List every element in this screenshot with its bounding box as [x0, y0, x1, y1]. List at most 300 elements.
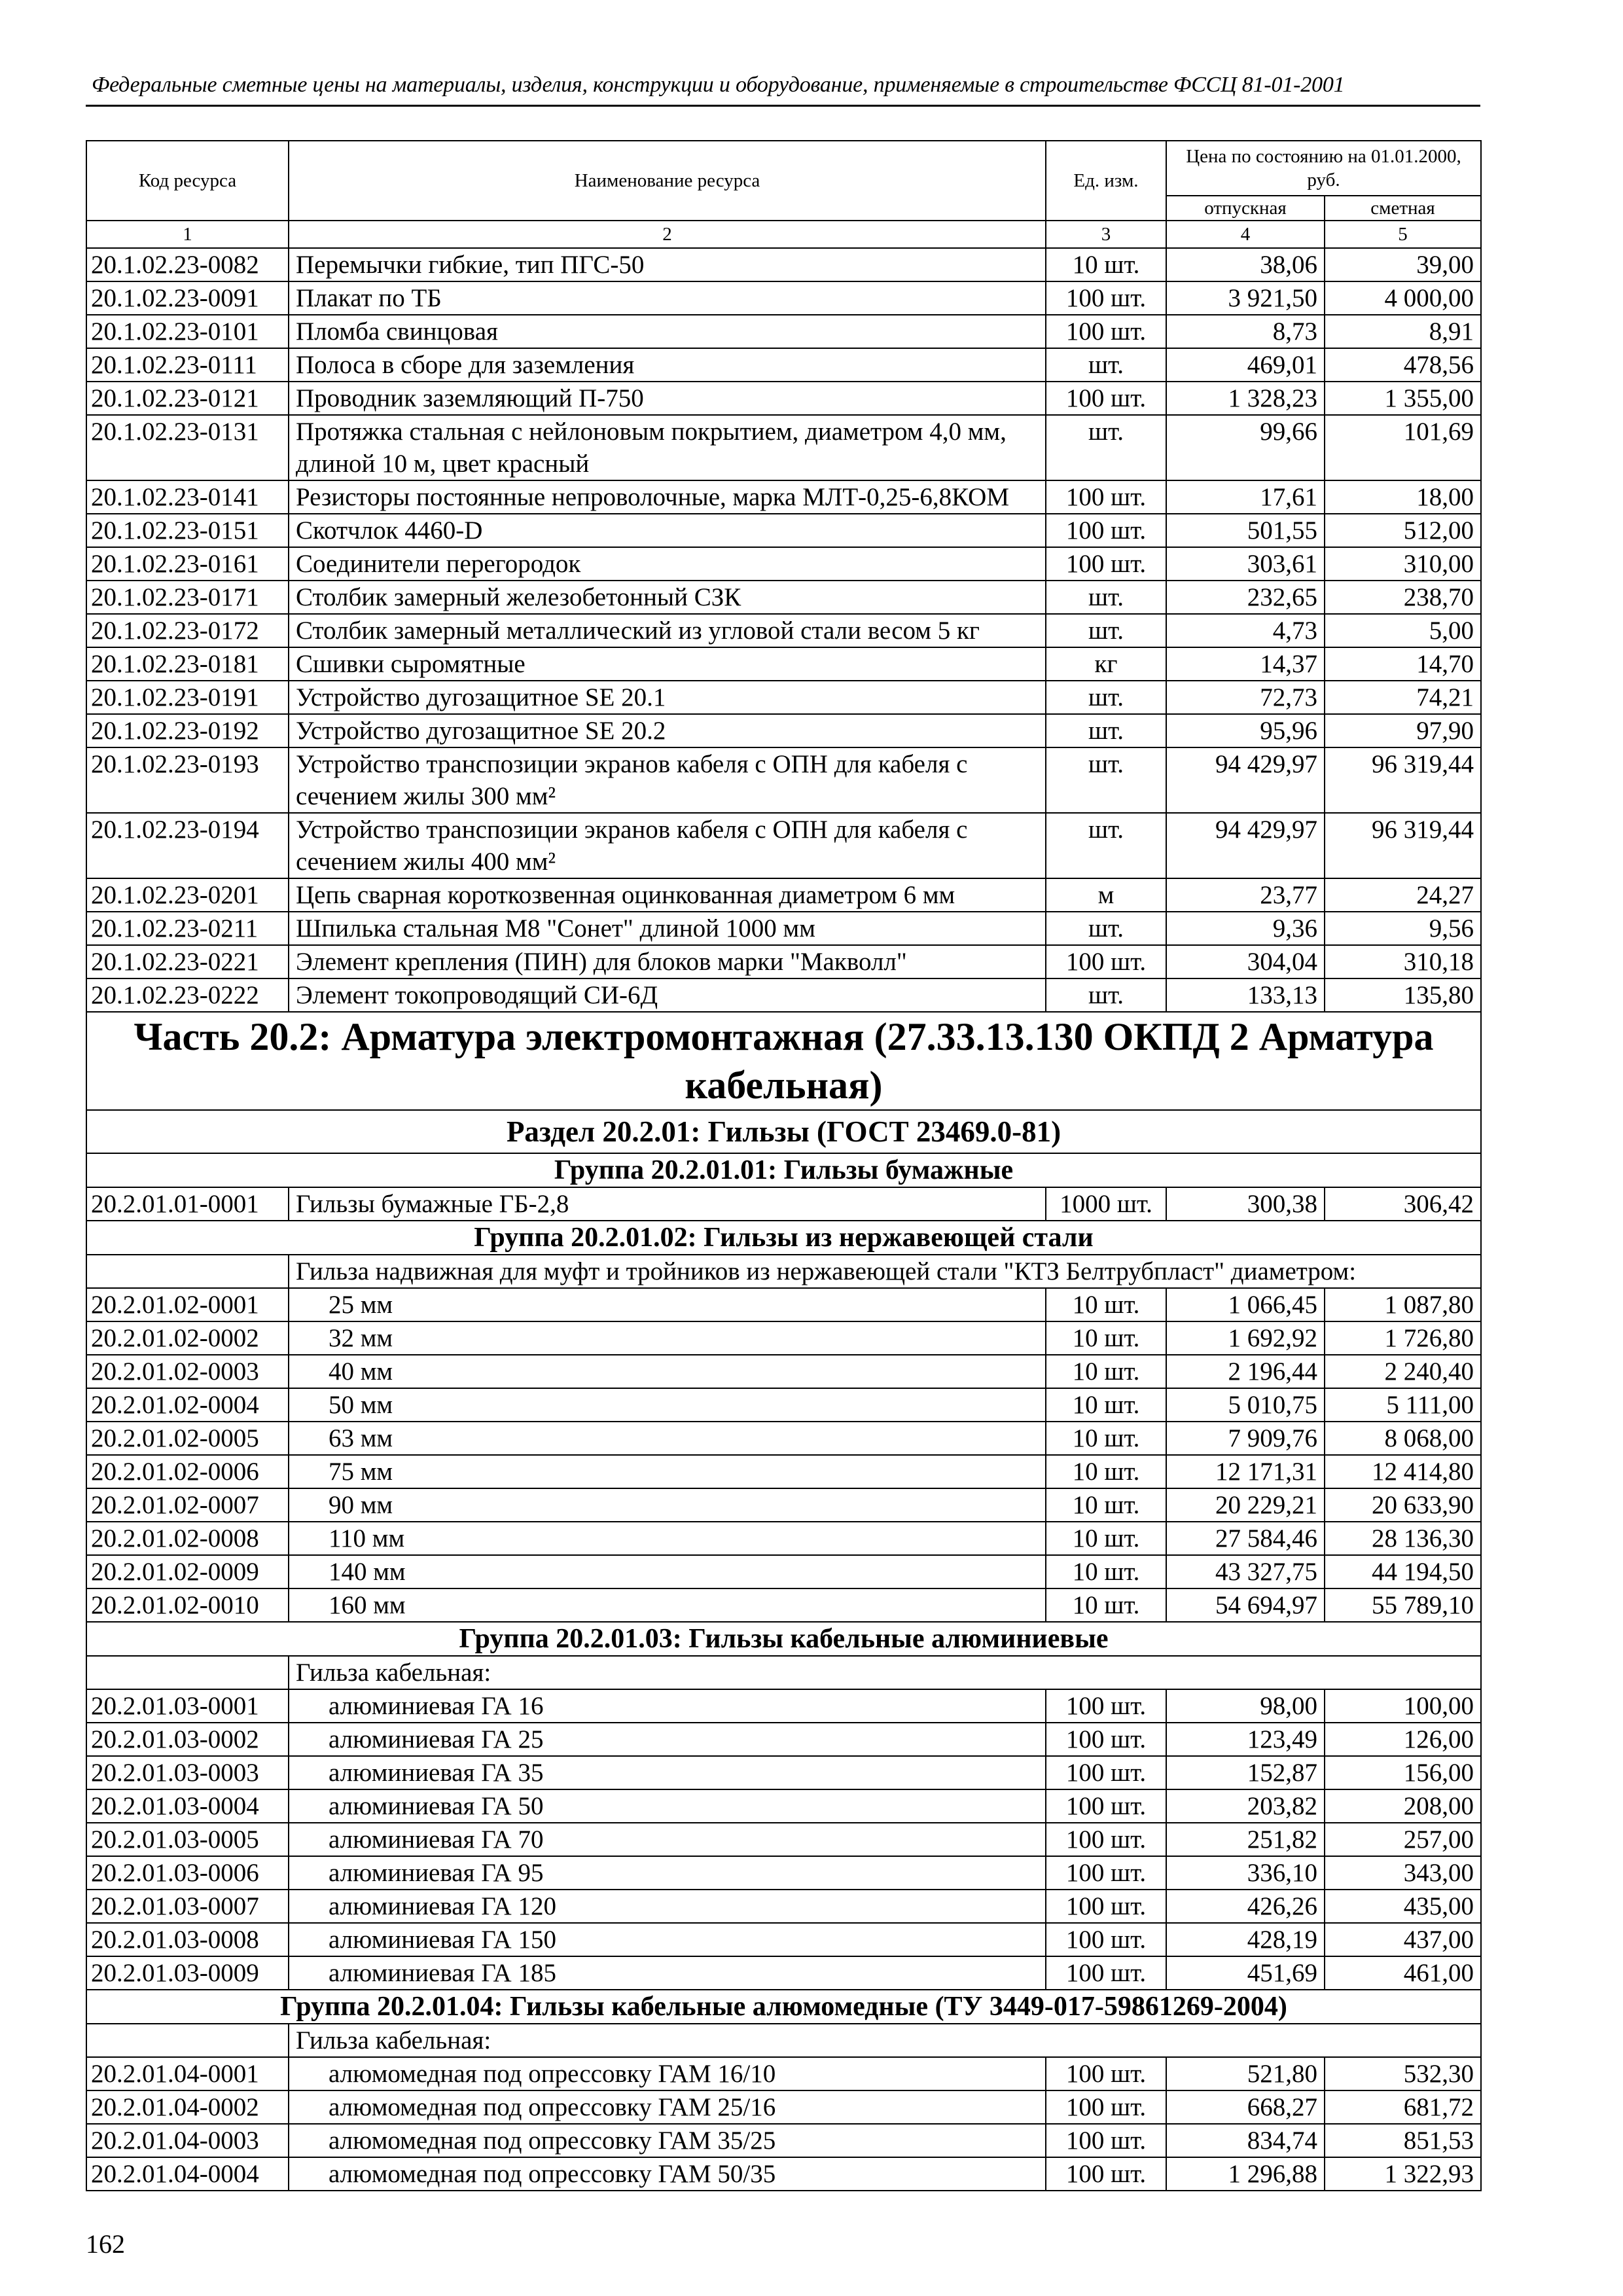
unit: 10 шт. — [1046, 1388, 1166, 1422]
empty-code-cell — [86, 1656, 289, 1689]
resource-code: 20.2.01.03-0007 — [86, 1890, 289, 1923]
release-price: 668,27 — [1166, 2090, 1325, 2124]
release-price: 133,13 — [1166, 978, 1325, 1012]
release-price: 1 692,92 — [1166, 1321, 1325, 1355]
unit: 100 шт. — [1046, 1756, 1166, 1789]
unit: 100 шт. — [1046, 1823, 1166, 1856]
estimate-price: 44 194,50 — [1325, 1555, 1481, 1588]
empty-code-cell — [86, 2024, 289, 2057]
unit: шт. — [1046, 681, 1166, 714]
table-row — [86, 1455, 1481, 1488]
release-price: 9,36 — [1166, 912, 1325, 945]
caption-text: Гильза кабельная: — [289, 1656, 1481, 1689]
estimate-price: 238,70 — [1325, 581, 1481, 614]
part-heading: Часть 20.2: Арматура электромонтажная (27.33.13.130 ОКПД 2 Арматура кабельная) — [86, 1012, 1481, 1110]
resource-name: Скотчлок 4460-D — [289, 514, 1046, 547]
release-price: 501,55 — [1166, 514, 1325, 547]
resource-code: 20.2.01.02-0006 — [86, 1455, 289, 1488]
resource-name: Соединители перегородок — [289, 547, 1046, 581]
estimate-price: 4 000,00 — [1325, 281, 1481, 315]
unit: шт. — [1046, 614, 1166, 647]
estimate-price: 532,30 — [1325, 2057, 1481, 2090]
release-price: 5 010,75 — [1166, 1388, 1325, 1422]
resource-code: 20.2.01.02-0004 — [86, 1388, 289, 1422]
unit: 10 шт. — [1046, 1355, 1166, 1388]
resource-code: 20.1.02.23-0193 — [86, 747, 289, 813]
unit: 100 шт. — [1046, 315, 1166, 348]
unit: 100 шт. — [1046, 945, 1166, 978]
resource-code: 20.1.02.23-0101 — [86, 315, 289, 348]
release-price: 7 909,76 — [1166, 1422, 1325, 1455]
estimate-price: 1 355,00 — [1325, 382, 1481, 415]
unit: 100 шт. — [1046, 382, 1166, 415]
unit: шт. — [1046, 747, 1166, 813]
estimate-price: 310,00 — [1325, 547, 1481, 581]
estimate-price: 478,56 — [1325, 348, 1481, 382]
estimate-price: 2 240,40 — [1325, 1355, 1481, 1388]
resource-code: 20.1.02.23-0201 — [86, 878, 289, 912]
col-number: 5 — [1325, 221, 1481, 248]
table-row — [86, 614, 1481, 647]
resource-name: Гильзы бумажные ГБ-2,8 — [289, 1187, 1046, 1221]
group-heading-row — [86, 1990, 1481, 2024]
release-price: 521,80 — [1166, 2057, 1325, 2090]
table-row — [86, 415, 1481, 480]
estimate-price: 5 111,00 — [1325, 1388, 1481, 1422]
table-row — [86, 878, 1481, 912]
header-unit: Ед. изм. — [1046, 141, 1166, 221]
estimate-price: 126,00 — [1325, 1723, 1481, 1756]
unit: 100 шт. — [1046, 547, 1166, 581]
page-number: 162 — [86, 2229, 125, 2259]
estimate-price: 96 319,44 — [1325, 747, 1481, 813]
release-price: 20 229,21 — [1166, 1488, 1325, 1522]
resource-code: 20.2.01.04-0001 — [86, 2057, 289, 2090]
release-price: 98,00 — [1166, 1689, 1325, 1723]
caption-text: Гильза кабельная: — [289, 2024, 1481, 2057]
unit: 10 шт. — [1046, 1455, 1166, 1488]
unit: 10 шт. — [1046, 1288, 1166, 1321]
group-heading-row — [86, 1221, 1481, 1255]
unit: шт. — [1046, 348, 1166, 382]
resource-name: Устройство транспозиции экранов кабеля с ОПН для кабеля с сечением жилы 400 мм² — [289, 813, 1046, 878]
release-price: 27 584,46 — [1166, 1522, 1325, 1555]
release-price: 14,37 — [1166, 647, 1325, 681]
resource-name: Полоса в сборе для заземления — [289, 348, 1046, 382]
table-row — [86, 978, 1481, 1012]
resource-name: Резисторы постоянные непроволочные, марка МЛТ-0,25-6,8КОМ — [289, 480, 1046, 514]
group-heading: Группа 20.2.01.03: Гильзы кабельные алюминиевые — [86, 1622, 1481, 1656]
group-heading: Группа 20.2.01.02: Гильзы из нержавеющей стали — [86, 1221, 1481, 1255]
release-price: 94 429,97 — [1166, 747, 1325, 813]
unit: кг — [1046, 647, 1166, 681]
table-row — [86, 1756, 1481, 1789]
col-number: 3 — [1046, 221, 1166, 248]
table-row — [86, 912, 1481, 945]
estimate-price: 435,00 — [1325, 1890, 1481, 1923]
release-price: 232,65 — [1166, 581, 1325, 614]
table-body — [86, 248, 1481, 2191]
resource-code: 20.1.02.23-0172 — [86, 614, 289, 647]
resource-code: 20.2.01.02-0005 — [86, 1422, 289, 1455]
col-number: 4 — [1166, 221, 1325, 248]
estimate-price: 8,91 — [1325, 315, 1481, 348]
resource-name: алюмомедная под опрессовку ГАМ 25/16 — [289, 2090, 1046, 2124]
resource-name: 160 мм — [289, 1588, 1046, 1622]
header-name: Наименование ресурса — [289, 141, 1046, 221]
table-row — [86, 1956, 1481, 1990]
release-price: 469,01 — [1166, 348, 1325, 382]
resource-code: 20.2.01.04-0004 — [86, 2157, 289, 2191]
resource-code: 20.1.02.23-0191 — [86, 681, 289, 714]
resource-code: 20.1.02.23-0082 — [86, 248, 289, 281]
release-price: 834,74 — [1166, 2124, 1325, 2157]
resource-code: 20.1.02.23-0181 — [86, 647, 289, 681]
release-price: 1 066,45 — [1166, 1288, 1325, 1321]
estimate-price: 5,00 — [1325, 614, 1481, 647]
unit: 100 шт. — [1046, 2090, 1166, 2124]
header-rule — [86, 105, 1480, 107]
release-price: 152,87 — [1166, 1756, 1325, 1789]
release-price: 1 328,23 — [1166, 382, 1325, 415]
resource-name: алюминиевая ГА 70 — [289, 1823, 1046, 1856]
estimate-price: 9,56 — [1325, 912, 1481, 945]
table-row — [86, 514, 1481, 547]
release-price: 3 921,50 — [1166, 281, 1325, 315]
resource-code: 20.1.02.23-0131 — [86, 415, 289, 480]
release-price: 336,10 — [1166, 1856, 1325, 1890]
unit: 100 шт. — [1046, 1789, 1166, 1823]
resource-name: 140 мм — [289, 1555, 1046, 1588]
estimate-price: 343,00 — [1325, 1856, 1481, 1890]
estimate-price: 96 319,44 — [1325, 813, 1481, 878]
estimate-price: 1 726,80 — [1325, 1321, 1481, 1355]
table-row — [86, 1522, 1481, 1555]
table-row — [86, 248, 1481, 281]
table-row — [86, 281, 1481, 315]
resource-name: алюминиевая ГА 150 — [289, 1923, 1046, 1956]
release-price: 1 296,88 — [1166, 2157, 1325, 2191]
release-price: 12 171,31 — [1166, 1455, 1325, 1488]
unit: 10 шт. — [1046, 1555, 1166, 1588]
table-row — [86, 547, 1481, 581]
resource-code: 20.2.01.02-0008 — [86, 1522, 289, 1555]
release-price: 38,06 — [1166, 248, 1325, 281]
unit: 100 шт. — [1046, 1689, 1166, 1723]
estimate-price: 1 087,80 — [1325, 1288, 1481, 1321]
estimate-price: 310,18 — [1325, 945, 1481, 978]
resource-code: 20.1.02.23-0121 — [86, 382, 289, 415]
estimate-price: 28 136,30 — [1325, 1522, 1481, 1555]
resource-name: 50 мм — [289, 1388, 1046, 1422]
header-code: Код ресурса — [86, 141, 289, 221]
empty-code-cell — [86, 1255, 289, 1288]
table-row — [86, 1422, 1481, 1455]
estimate-price: 100,00 — [1325, 1689, 1481, 1723]
table-row — [86, 1823, 1481, 1856]
header-release-price: отпускная — [1166, 196, 1325, 221]
estimate-price: 437,00 — [1325, 1923, 1481, 1956]
resource-name: алюминиевая ГА 185 — [289, 1956, 1046, 1990]
estimate-price: 20 633,90 — [1325, 1488, 1481, 1522]
estimate-price: 55 789,10 — [1325, 1588, 1481, 1622]
resource-code: 20.1.02.23-0161 — [86, 547, 289, 581]
unit: 100 шт. — [1046, 514, 1166, 547]
resource-name: 25 мм — [289, 1288, 1046, 1321]
resource-name: Устройство дугозащитное SE 20.1 — [289, 681, 1046, 714]
resource-code: 20.2.01.02-0002 — [86, 1321, 289, 1355]
resource-name: алюминиевая ГА 16 — [289, 1689, 1046, 1723]
resource-code: 20.1.02.23-0091 — [86, 281, 289, 315]
header-estimate-price: сметная — [1325, 196, 1481, 221]
table-row — [86, 1555, 1481, 1588]
resource-code: 20.2.01.03-0008 — [86, 1923, 289, 1956]
table-row — [86, 945, 1481, 978]
unit: шт. — [1046, 581, 1166, 614]
estimate-price: 39,00 — [1325, 248, 1481, 281]
release-price: 451,69 — [1166, 1956, 1325, 1990]
caption-row — [86, 1656, 1481, 1689]
table-row — [86, 2157, 1481, 2191]
resource-name: 110 мм — [289, 1522, 1046, 1555]
estimate-price: 156,00 — [1325, 1756, 1481, 1789]
resource-code: 20.1.02.23-0221 — [86, 945, 289, 978]
resource-name: алюминиевая ГА 50 — [289, 1789, 1046, 1823]
unit: 100 шт. — [1046, 1956, 1166, 1990]
unit: 100 шт. — [1046, 1890, 1166, 1923]
unit: 100 шт. — [1046, 1723, 1166, 1756]
unit: шт. — [1046, 978, 1166, 1012]
release-price: 17,61 — [1166, 480, 1325, 514]
col-number: 1 — [86, 221, 289, 248]
unit: 100 шт. — [1046, 281, 1166, 315]
part-heading-row — [86, 1012, 1481, 1110]
resource-name: Элемент токопроводящий СИ-6Д — [289, 978, 1046, 1012]
resource-code: 20.2.01.03-0003 — [86, 1756, 289, 1789]
resource-code: 20.2.01.04-0002 — [86, 2090, 289, 2124]
release-price: 72,73 — [1166, 681, 1325, 714]
release-price: 426,26 — [1166, 1890, 1325, 1923]
release-price: 23,77 — [1166, 878, 1325, 912]
estimate-price: 14,70 — [1325, 647, 1481, 681]
table-row — [86, 1187, 1481, 1221]
table-row — [86, 1588, 1481, 1622]
group-heading-row — [86, 1153, 1481, 1187]
table-row — [86, 2057, 1481, 2090]
release-price: 4,73 — [1166, 614, 1325, 647]
estimate-price: 461,00 — [1325, 1956, 1481, 1990]
table-row — [86, 1890, 1481, 1923]
caption-row — [86, 2024, 1481, 2057]
resource-code: 20.2.01.03-0005 — [86, 1823, 289, 1856]
unit: 10 шт. — [1046, 1321, 1166, 1355]
resource-code: 20.1.02.23-0151 — [86, 514, 289, 547]
resource-name: алюминиевая ГА 95 — [289, 1856, 1046, 1890]
resource-name: Устройство транспозиции экранов кабеля с ОПН для кабеля с сечением жилы 300 мм² — [289, 747, 1046, 813]
resource-code: 20.2.01.02-0001 — [86, 1288, 289, 1321]
resource-name: алюмомедная под опрессовку ГАМ 35/25 — [289, 2124, 1046, 2157]
running-header: Федеральные сметные цены на материалы, изделия, конструкции и оборудование, применяемые в строительстве ФССЦ 81-01-2001 — [92, 73, 1345, 97]
resource-name: Цепь сварная короткозвенная оцинкованная диаметром 6 мм — [289, 878, 1046, 912]
unit: 10 шт. — [1046, 1422, 1166, 1455]
resource-name: 75 мм — [289, 1455, 1046, 1488]
estimate-price: 97,90 — [1325, 714, 1481, 747]
resource-code: 20.1.02.23-0194 — [86, 813, 289, 878]
table-row — [86, 1355, 1481, 1388]
resource-name: Столбик замерный металлический из угловой стали весом 5 кг — [289, 614, 1046, 647]
release-price: 54 694,97 — [1166, 1588, 1325, 1622]
table-row — [86, 1856, 1481, 1890]
estimate-price: 512,00 — [1325, 514, 1481, 547]
resource-code: 20.2.01.03-0004 — [86, 1789, 289, 1823]
table-row — [86, 813, 1481, 878]
resource-code: 20.2.01.03-0001 — [86, 1689, 289, 1723]
resource-code: 20.2.01.03-0002 — [86, 1723, 289, 1756]
table-row — [86, 1923, 1481, 1956]
release-price: 43 327,75 — [1166, 1555, 1325, 1588]
resource-code: 20.2.01.02-0010 — [86, 1588, 289, 1622]
resource-name: Перемычки гибкие, тип ПГС-50 — [289, 248, 1046, 281]
estimate-price: 135,80 — [1325, 978, 1481, 1012]
header-price: Цена по состоянию на 01.01.2000, руб. — [1166, 141, 1481, 196]
resource-code: 20.2.01.01-0001 — [86, 1187, 289, 1221]
table-row — [86, 480, 1481, 514]
release-price: 203,82 — [1166, 1789, 1325, 1823]
estimate-price: 8 068,00 — [1325, 1422, 1481, 1455]
resource-code: 20.1.02.23-0171 — [86, 581, 289, 614]
unit: 100 шт. — [1046, 2057, 1166, 2090]
razdel-heading-row — [86, 1110, 1481, 1153]
caption-text: Гильза надвижная для муфт и тройников из нержавеющей стали "КТЗ Белтрубпласт" диаметром: — [289, 1255, 1481, 1288]
table-row — [86, 315, 1481, 348]
table-row — [86, 1723, 1481, 1756]
resource-name: 63 мм — [289, 1422, 1046, 1455]
unit: 10 шт. — [1046, 1522, 1166, 1555]
resource-code: 20.2.01.02-0003 — [86, 1355, 289, 1388]
estimate-price: 306,42 — [1325, 1187, 1481, 1221]
table-row — [86, 1689, 1481, 1723]
estimate-price: 24,27 — [1325, 878, 1481, 912]
table-row — [86, 1321, 1481, 1355]
unit: 100 шт. — [1046, 1856, 1166, 1890]
resource-name: Протяжка стальная с нейлоновым покрытием, диаметром 4,0 мм, длиной 10 м, цвет красный — [289, 415, 1046, 480]
unit: 100 шт. — [1046, 1923, 1166, 1956]
resource-code: 20.2.01.03-0006 — [86, 1856, 289, 1890]
table-row — [86, 382, 1481, 415]
unit: 10 шт. — [1046, 1588, 1166, 1622]
release-price: 95,96 — [1166, 714, 1325, 747]
resource-name: Сшивки сыромятные — [289, 647, 1046, 681]
razdel-heading: Раздел 20.2.01: Гильзы (ГОСТ 23469.0-81) — [86, 1110, 1481, 1153]
release-price: 8,73 — [1166, 315, 1325, 348]
table-row — [86, 2124, 1481, 2157]
resource-name: алюмомедная под опрессовку ГАМ 50/35 — [289, 2157, 1046, 2191]
unit: шт. — [1046, 415, 1166, 480]
resource-code: 20.2.01.02-0009 — [86, 1555, 289, 1588]
unit: шт. — [1046, 912, 1166, 945]
resource-code: 20.1.02.23-0111 — [86, 348, 289, 382]
release-price: 94 429,97 — [1166, 813, 1325, 878]
unit: 100 шт. — [1046, 2124, 1166, 2157]
table-row — [86, 2090, 1481, 2124]
estimate-price: 208,00 — [1325, 1789, 1481, 1823]
release-price: 251,82 — [1166, 1823, 1325, 1856]
release-price: 304,04 — [1166, 945, 1325, 978]
release-price: 2 196,44 — [1166, 1355, 1325, 1388]
estimate-price: 257,00 — [1325, 1823, 1481, 1856]
estimate-price: 851,53 — [1325, 2124, 1481, 2157]
unit: шт. — [1046, 813, 1166, 878]
estimate-price: 1 322,93 — [1325, 2157, 1481, 2191]
resource-name: Проводник заземляющий П-750 — [289, 382, 1046, 415]
group-heading: Группа 20.2.01.01: Гильзы бумажные — [86, 1153, 1481, 1187]
unit: 10 шт. — [1046, 248, 1166, 281]
resource-name: Плакат по ТБ — [289, 281, 1046, 315]
unit: 100 шт. — [1046, 480, 1166, 514]
table-row — [86, 1488, 1481, 1522]
resource-name: 90 мм — [289, 1488, 1046, 1522]
estimate-price: 18,00 — [1325, 480, 1481, 514]
resource-name: алюминиевая ГА 25 — [289, 1723, 1046, 1756]
unit: м — [1046, 878, 1166, 912]
table-row — [86, 1288, 1481, 1321]
table-row — [86, 1388, 1481, 1422]
unit: 10 шт. — [1046, 1488, 1166, 1522]
group-heading: Группа 20.2.01.04: Гильзы кабельные алюмомедные (ТУ 3449-017-59861269-2004) — [86, 1990, 1481, 2024]
resource-name: 32 мм — [289, 1321, 1046, 1355]
resource-code: 20.2.01.02-0007 — [86, 1488, 289, 1522]
table-row — [86, 747, 1481, 813]
resource-name: алюмомедная под опрессовку ГАМ 16/10 — [289, 2057, 1046, 2090]
estimate-price: 681,72 — [1325, 2090, 1481, 2124]
resource-name: Шпилька стальная М8 "Сонет" длиной 1000 мм — [289, 912, 1046, 945]
resource-name: Пломба свинцовая — [289, 315, 1046, 348]
resource-name: алюминиевая ГА 120 — [289, 1890, 1046, 1923]
estimate-price: 101,69 — [1325, 415, 1481, 480]
resource-name: Устройство дугозащитное SE 20.2 — [289, 714, 1046, 747]
estimate-price: 74,21 — [1325, 681, 1481, 714]
table-row — [86, 681, 1481, 714]
resource-code: 20.1.02.23-0222 — [86, 978, 289, 1012]
col-number: 2 — [289, 221, 1046, 248]
group-heading-row — [86, 1622, 1481, 1656]
release-price: 303,61 — [1166, 547, 1325, 581]
unit: шт. — [1046, 714, 1166, 747]
table-row — [86, 647, 1481, 681]
resource-name: алюминиевая ГА 35 — [289, 1756, 1046, 1789]
table-row — [86, 1789, 1481, 1823]
caption-row — [86, 1255, 1481, 1288]
resource-code: 20.1.02.23-0141 — [86, 480, 289, 514]
resource-name: Столбик замерный железобетонный СЗК — [289, 581, 1046, 614]
unit: 100 шт. — [1046, 2157, 1166, 2191]
table-row — [86, 348, 1481, 382]
release-price: 99,66 — [1166, 415, 1325, 480]
release-price: 428,19 — [1166, 1923, 1325, 1956]
estimate-price: 12 414,80 — [1325, 1455, 1481, 1488]
release-price: 123,49 — [1166, 1723, 1325, 1756]
unit: 1000 шт. — [1046, 1187, 1166, 1221]
resource-code: 20.2.01.04-0003 — [86, 2124, 289, 2157]
resource-name: 40 мм — [289, 1355, 1046, 1388]
resource-code: 20.1.02.23-0192 — [86, 714, 289, 747]
resource-name: Элемент крепления (ПИН) для блоков марки "Макволл" — [289, 945, 1046, 978]
resource-code: 20.1.02.23-0211 — [86, 912, 289, 945]
release-price: 300,38 — [1166, 1187, 1325, 1221]
table-row — [86, 581, 1481, 614]
price-table — [86, 140, 1482, 2191]
table-row — [86, 714, 1481, 747]
